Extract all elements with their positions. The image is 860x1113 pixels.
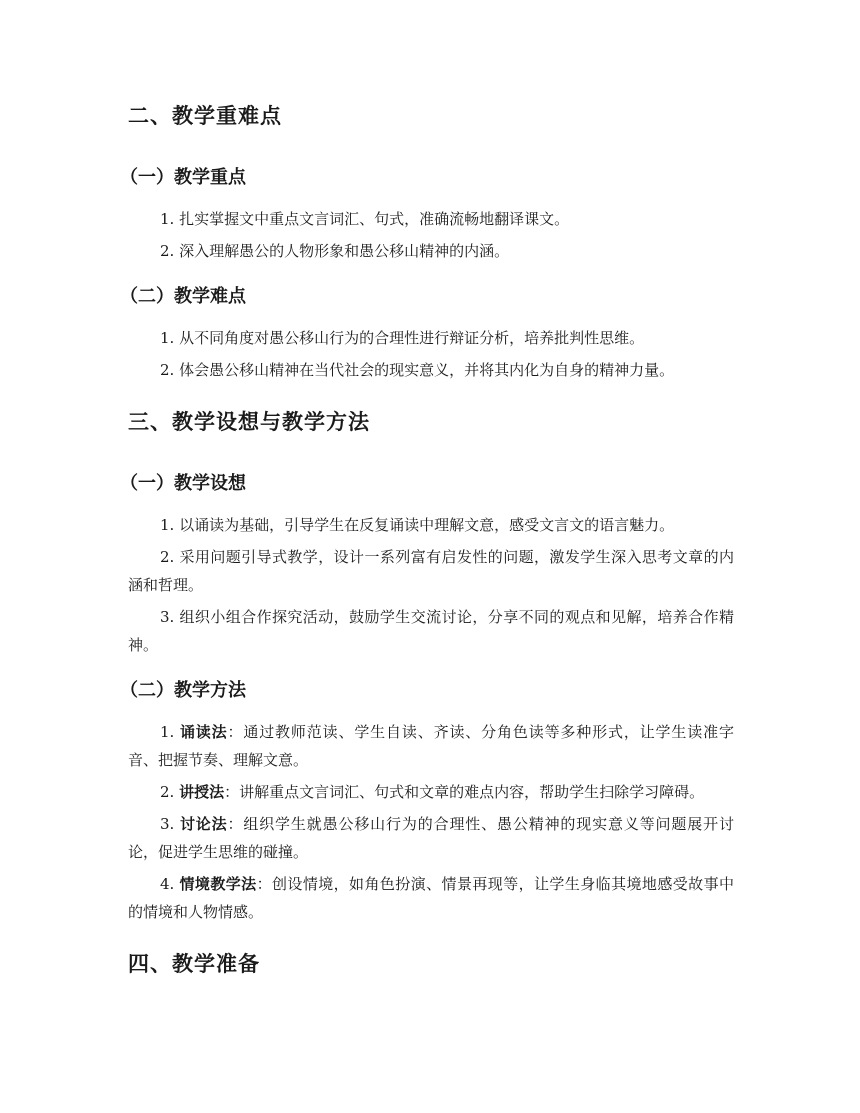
list-item: 2. 采用问题引导式教学，设计一系列富有启发性的问题，激发学生深入思考文章的内涵和哲理。 [128,548,734,594]
list-item: 1. 扎实掌握文中重点文言词汇、句式，准确流畅地翻译课文。 [160,210,570,228]
section-heading: 二、教学重难点 [128,104,282,128]
method-term: 讨论法 [179,815,228,833]
list-item: 4. 情境教学法：创设情境，如角色扮演、情景再现等，让学生身临其境地感受故事中的情境和人物情感。 [128,875,734,921]
subsection-heading: （二）教学难点 [120,286,246,307]
subsection-heading: （一）教学重点 [120,167,246,188]
method-term: 讲授法 [179,783,225,801]
method-term: 情境教学法 [179,875,257,893]
list-item: 3. 讨论法：组织学生就愚公移山行为的合理性、愚公精神的现实意义等问题展开讨论，促进学生思维的碰撞。 [128,815,734,861]
list-item: 1. 以诵读为基础，引导学生在反复诵读中理解文意，感受文言文的语言魅力。 [160,516,675,534]
method-term: 诵读法 [179,723,228,741]
subsection-heading: （一）教学设想 [120,473,246,494]
section-heading: 三、教学设想与教学方法 [128,410,370,434]
list-item: 2. 深入理解愚公的人物形象和愚公移山精神的内涵。 [160,242,510,260]
section-heading: 四、教学准备 [128,952,260,976]
list-item: 1. 从不同角度对愚公移山行为的合理性进行辩证分析，培养批判性思维。 [160,329,645,347]
list-item: 1. 诵读法：通过教师范读、学生自读、齐读、分角色读等多种形式，让学生读准字音、把握节奏、理解文意。 [128,723,734,769]
subsection-heading: （二）教学方法 [120,680,246,701]
list-item: 2. 讲授法：讲解重点文言词汇、句式和文章的难点内容，帮助学生扫除学习障碍。 [160,783,705,801]
list-item: 2. 体会愚公移山精神在当代社会的现实意义，并将其内化为自身的精神力量。 [160,361,675,379]
list-item: 3. 组织小组合作探究活动，鼓励学生交流讨论，分享不同的观点和见解，培养合作精神。 [128,608,734,654]
